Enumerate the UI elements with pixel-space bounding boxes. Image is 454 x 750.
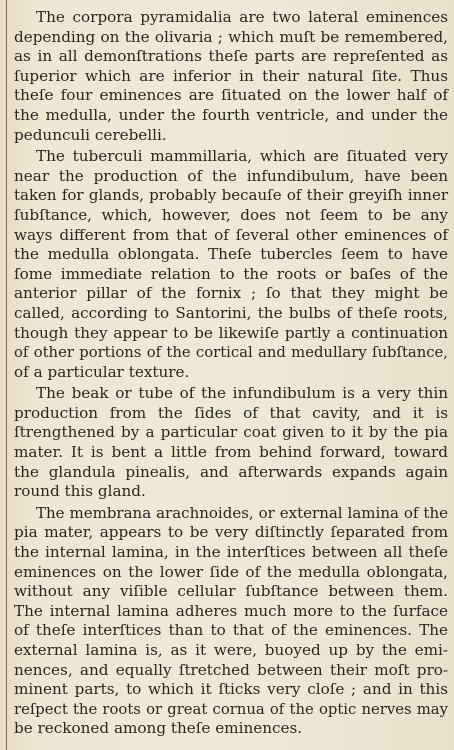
text-line: though they appear to be likewiſe partly a continuation xyxy=(14,323,448,342)
paragraph-tuberculi-mammillaria xyxy=(14,147,448,382)
margin-rule xyxy=(6,0,7,750)
paragraph-membrana-arachnoides xyxy=(14,504,448,739)
body-text xyxy=(14,8,448,741)
text-line: depending on the olivaria ; which muſt be remembered, xyxy=(14,27,448,46)
text-line: as in all demonſtrations theſe parts are repreſented as xyxy=(14,47,448,66)
text-line: eminences on the lower ſide of the medulla oblongata, xyxy=(14,562,448,581)
text-line: the medulla oblongata. Theſe tubercles ſeem to have xyxy=(14,245,448,264)
text-line: theſe four eminences are ſituated on the lower half of xyxy=(14,86,448,105)
text-line: reſpect the roots or great cornua of the optic nerves may xyxy=(14,700,448,718)
text-line: external lamina is, as it were, buoyed up by the emi- xyxy=(14,641,448,659)
text-line: ſuperior which are inferior in their natural ſite. Thus xyxy=(14,66,448,85)
text-line: ſtrengthened by a particular coat given to it by the pia xyxy=(14,423,448,442)
text-line: near the production of the infundibulum, have been xyxy=(14,166,448,185)
text-line: of a particular texture. xyxy=(14,362,190,381)
text-line: The membrana arachnoides, or external lamina of the xyxy=(36,503,448,522)
text-line: anterior pillar of the fornix ; ſo that they might be xyxy=(14,284,448,303)
text-line: of theſe interſtices than to that of the eminences. The xyxy=(14,621,448,640)
text-line: nences, and equally ſtretched between their moſt pro- xyxy=(14,660,448,679)
text-line: mater. It is bent a little from behind forward, toward xyxy=(14,443,448,462)
text-line: pedunculi cerebelli. xyxy=(14,125,167,144)
text-line: round this gland. xyxy=(14,482,146,501)
text-line: minent parts, to which it ſticks very cloſe ; and in this xyxy=(14,680,448,699)
paragraph-corpora-pyramidalia xyxy=(14,8,448,145)
text-line: the internal lamina, in the interſtices between all theſe xyxy=(14,543,448,562)
text-line: ways different from that of ſeveral other eminences of xyxy=(14,225,448,244)
text-line: taken for glands, probably becauſe of their greyiſh inner xyxy=(14,186,448,205)
text-line: be reckoned among theſe eminences. xyxy=(14,719,303,738)
text-line: The tuberculi mammillaria, which are ſituated very xyxy=(36,147,448,166)
text-line: of other portions of the cortical and medullary ſubſtance, xyxy=(14,344,448,362)
text-line: the glandula pinealis, and afterwards expands again xyxy=(14,462,448,481)
text-line: ſubſtance, which, however, does not ſeem to be any xyxy=(14,205,448,224)
text-line: The corpora pyramidalia are two lateral eminences xyxy=(36,8,448,26)
text-line: The beak or tube of the infundibulum is a very thin xyxy=(36,384,448,403)
text-line: the medulla, under the fourth ventricle, and under the xyxy=(14,105,448,124)
text-line: production from the ſides of that cavity, and it is xyxy=(14,403,448,422)
paragraph-infundibulum xyxy=(14,384,448,502)
text-line: without any viſible cellular ſubſtance between them. xyxy=(14,582,448,601)
text-line: called, according to Santorini, the bulbs of theſe roots, xyxy=(14,303,448,322)
text-line: pia mater, appears to be very diſtinctly ſeparated from xyxy=(14,523,448,542)
text-line: ſome immediate relation to the roots or baſes of the xyxy=(14,264,448,283)
text-line: The internal lamina adheres much more to the ſurface xyxy=(14,601,448,620)
